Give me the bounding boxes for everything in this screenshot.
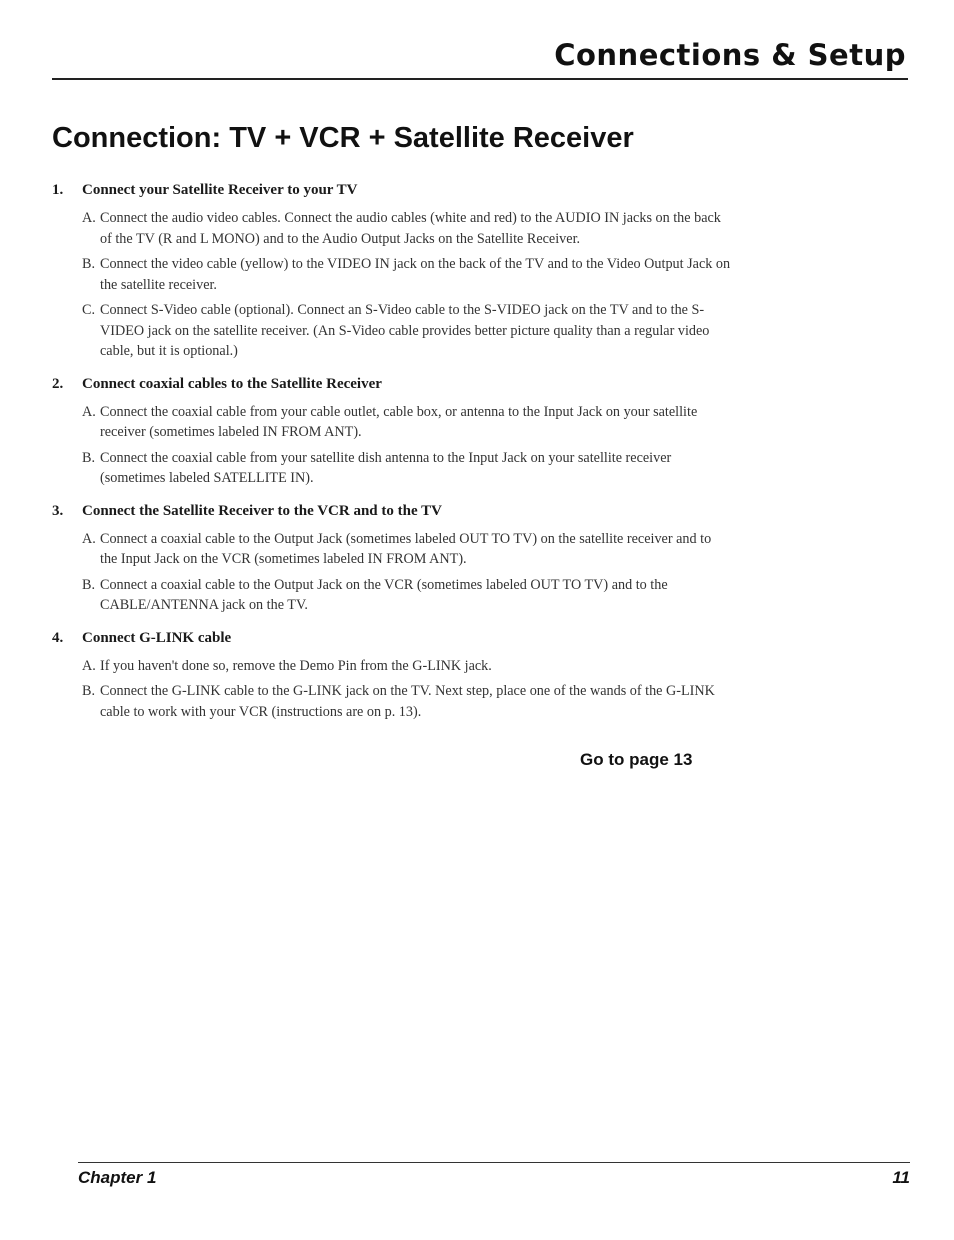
step-item xyxy=(82,529,732,570)
step-text: Connect the video cable (yellow) to the VIDEO IN jack on the back of the TV and to the Video Output Jack on the satellite receiver. xyxy=(100,256,731,293)
step-letter: A. xyxy=(82,657,96,674)
step-item xyxy=(82,656,732,677)
step-letter: C. xyxy=(82,302,96,318)
step-text: Connect the coaxial cable from your satellite dish antenna to the Input Jack on your satellite receiver (sometimes labeled SATELLITE IN). xyxy=(100,449,672,486)
section-number: 1. xyxy=(52,182,64,198)
step-text: Connect the audio video cables. Connect the audio cables (white and red) to the AUDIO IN jacks on the back of the TV (R and L MONO) and to the Audio Output Jacks on the Satellite Receiver. xyxy=(100,210,721,247)
section-number: 2. xyxy=(52,375,64,392)
section-4 xyxy=(52,628,732,723)
section-heading xyxy=(52,374,732,394)
instructions-body xyxy=(52,180,732,734)
section-heading-text: Connect your Satellite Receiver to your TV xyxy=(82,182,358,198)
step-letter: A. xyxy=(82,403,96,420)
step-item xyxy=(82,402,732,443)
step-item xyxy=(82,254,732,295)
footer-chapter: Chapter 1 xyxy=(78,1168,157,1187)
step-text: Connect the G-LINK cable to the G-LINK jack on the TV. Next step, place one of the wands of the G-LINK cable to work with your VCR (instructions are on p. 13). xyxy=(100,683,715,720)
step-item xyxy=(82,575,732,616)
footer-divider xyxy=(78,1162,910,1163)
section-1 xyxy=(52,180,732,362)
step-item xyxy=(82,300,732,362)
step-letter: B. xyxy=(82,576,96,593)
step-letter: A. xyxy=(82,210,96,226)
step-item xyxy=(82,208,732,249)
step-item xyxy=(82,448,732,489)
go-to-page-link[interactable]: Go to page 13 xyxy=(580,750,693,769)
section-number: 3. xyxy=(52,502,64,519)
step-letter: B. xyxy=(82,256,96,272)
section-number: 4. xyxy=(52,629,64,646)
step-text: Connect a coaxial cable to the Output Jack (sometimes labeled OUT TO TV) on the satellite receiver and to the Input Jack on the VCR (sometimes labeled IN FROM ANT). xyxy=(100,530,712,567)
page-title: Connection: TV + VCR + Satellite Receiver xyxy=(52,122,634,154)
section-heading-text: Connect the Satellite Receiver to the VCR and to the TV xyxy=(82,502,442,519)
step-letter: B. xyxy=(82,683,96,699)
section-header-title: Connections & Setup xyxy=(554,38,906,72)
step-text: Connect a coaxial cable to the Output Jack on the VCR (sometimes labeled OUT TO TV) and to the CABLE/ANTENNA jack on the TV. xyxy=(100,576,668,613)
section-2 xyxy=(52,374,732,489)
section-3 xyxy=(52,501,732,616)
section-heading xyxy=(52,180,732,200)
step-letter: B. xyxy=(82,449,96,466)
header-divider xyxy=(52,78,908,80)
step-text: If you haven't done so, remove the Demo Pin from the G-LINK jack. xyxy=(100,657,492,674)
section-heading-text: Connect G-LINK cable xyxy=(82,629,232,646)
step-text: Connect S-Video cable (optional). Connect an S-Video cable to the S-VIDEO jack on the TV and to the S-VIDEO jack on the satellite receiver. (An S-Video cable provides better picture quality than a regular video cable, but it is optional.) xyxy=(100,302,710,359)
page-number: 11 xyxy=(892,1168,910,1187)
section-heading xyxy=(52,628,732,648)
step-item xyxy=(82,681,732,722)
section-heading-text: Connect coaxial cables to the Satellite Receiver xyxy=(82,375,382,392)
section-heading xyxy=(52,501,732,521)
step-letter: A. xyxy=(82,530,96,547)
step-text: Connect the coaxial cable from your cable outlet, cable box, or antenna to the Input Jack on your satellite receiver (sometimes labeled IN FROM ANT). xyxy=(100,403,698,440)
